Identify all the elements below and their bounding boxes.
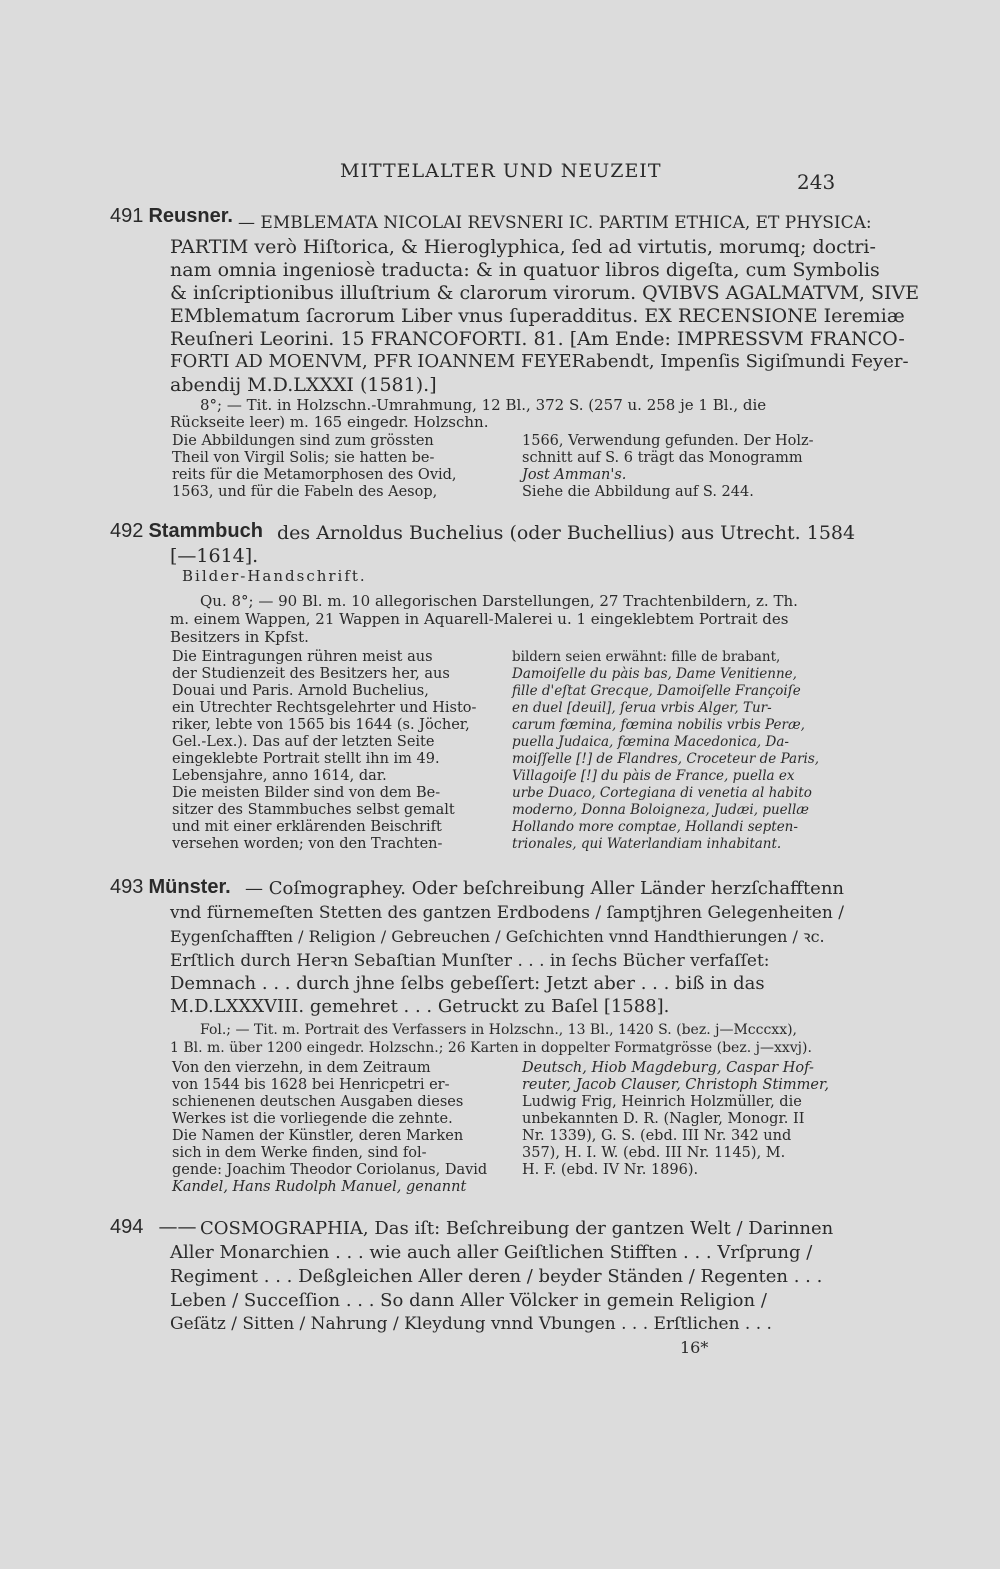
entry-491-note-left — [172, 433, 502, 501]
note-line: trionales, qui Waterlandiam inhabitant. — [512, 836, 782, 852]
entry-492-note-left — [172, 649, 502, 853]
note-line: 357), H. I. W. (ebd. III Nr. 1145), M. — [522, 1145, 786, 1161]
entry-492-subtitle: Bilder-Handschrift. — [182, 567, 367, 585]
entry-491-collation-1: Rückseite leer) m. 165 eingedr. Holzschn. — [170, 413, 489, 431]
entry-493-title-line-4: Demnach . . . durch jhne ſelbs gebeſſert: Jetzt aber . . . biß in das — [170, 973, 765, 994]
entry-493-title-line-5: M.D.LXXXVIII. gemehret . . . Getruckt zu Baſel [1588]. — [170, 996, 670, 1017]
note-line: versehen worden; von den Trachten- — [172, 836, 443, 852]
note-line: Nr. 1339), G. S. (ebd. III Nr. 342 und — [522, 1128, 792, 1144]
entry-492-note-right — [512, 649, 842, 853]
note-line: unbekannten D. R. (Nagler, Monogr. II — [522, 1111, 805, 1127]
note-line: ein Utrechter Rechtsgelehrter und Histo- — [172, 700, 477, 716]
page-number: 243 — [797, 170, 836, 194]
entry-492-collation-2: Besitzers in Kpfst. — [170, 628, 309, 646]
note-line: Siehe die Abbildung auf S. 244. — [522, 484, 754, 500]
entry-493-collation-1: 1 Bl. m. über 1200 eingedr. Holzschn.; 26 Karten in doppelter Formatgrösse (bez. j—xxvj). — [170, 1040, 812, 1056]
entry-491-title-line-4: EMblematum ſacrorum Liber vnus ſuperadditus. EX RECENSIONE Ieremiæ — [170, 305, 905, 327]
entry-492-collation-0: Qu. 8°; — 90 Bl. m. 10 allegorischen Darstellungen, 27 Trachtenbildern, z. Th. — [200, 592, 798, 610]
note-line: 1563, und für die Fabeln des Aesop, — [172, 484, 438, 500]
entry-494-title-line-4: Geſätz / Sitten / Nahrung / Kleydung vnnd Vbungen . . . Erſtlichen . . . — [170, 1314, 772, 1334]
note-line: bildern seien erwähnt: fille de brabant, — [512, 649, 781, 665]
note-line: Von den vierzehn, in dem Zeitraum — [172, 1060, 431, 1076]
entry-493-title-line-3: Erſtlich durch Herꝛn Sebaſtian Munſter . . . in ſechs Bücher verfaſſet: — [170, 951, 770, 971]
note-line: Kandel, Hans Rudolph Manuel, genannt — [172, 1179, 467, 1195]
note-line: riker, lebte von 1565 bis 1644 (s. Jöcher, — [172, 717, 470, 733]
note-line: puella Judaica, fœmina Macedonica, Da- — [512, 734, 789, 750]
entry-number: 492 — [110, 520, 144, 542]
note-line: carum fœmina, fœmina nobilis vrbis Peræ, — [512, 717, 805, 733]
note-line: Jost Amman's. — [522, 467, 627, 483]
note-line: von 1544 bis 1628 bei Henricpetri er- — [172, 1077, 450, 1093]
entry-492-heading — [110, 520, 263, 543]
running-title: MITTELALTER UND NEUZEIT — [340, 160, 662, 182]
entry-493-title-line-1: vnd fürnemeſten Stetten des gantzen Erdbodens / ſamptjhren Gelegenheiten / — [170, 903, 844, 923]
entry-author: Reusner. — [148, 205, 233, 227]
entry-493-heading — [110, 876, 231, 899]
entry-491-title-line-5: Reuſneri Leorini. 15 FRANCOFORTI. 81. [Am Ende: IMPRESSVM FRANCO- — [170, 328, 905, 350]
entry-491-title-line-2: nam omnia ingeniosè traducta: & in quatuor libros digeſta, cum Symbolis — [170, 259, 880, 281]
signature-mark: 16* — [680, 1338, 709, 1357]
entry-number: 491 — [110, 205, 144, 227]
note-line: schnitt auf S. 6 trägt das Monogramm — [522, 450, 803, 466]
note-line: Die Abbildungen sind zum grössten — [172, 433, 434, 449]
entry-493-title-line-2: Eygenſchafften / Religion / Gebreuchen / Geſchichten vnnd Handthierungen / ꝛc. — [170, 927, 825, 946]
note-line: Die meisten Bilder sind von dem Be- — [172, 785, 441, 801]
note-line: Die Namen der Künstler, deren Marken — [172, 1128, 464, 1144]
note-line: schienenen deutschen Ausgaben dieses — [172, 1094, 464, 1110]
note-line: gende: Joachim Theodor Coriolanus, David — [172, 1162, 488, 1178]
entry-491-title-line-7: abendij M.D.LXXXI (1581).] — [170, 374, 437, 396]
entry-492-title-line-1: [—1614]. — [170, 545, 259, 567]
entry-492-title-line-0: des Arnoldus Buchelius (oder Buchellius) aus Utrecht. 1584 — [277, 522, 856, 544]
note-line: der Studienzeit des Besitzers her, aus — [172, 666, 450, 682]
note-line: Theil von Virgil Solis; sie hatten be- — [172, 450, 435, 466]
entry-491-title-line-3: & inſcriptionibus illuſtrium & clarorum virorum. QVIBVS AGALMATVM, SIVE — [170, 282, 920, 304]
note-line: sitzer des Stammbuches selbst gemalt — [172, 802, 455, 818]
entry-number: 494 — [110, 1216, 144, 1238]
entry-dash: —— — [158, 1216, 197, 1238]
note-line: H. F. (ebd. IV Nr. 1896). — [522, 1162, 699, 1178]
entry-491-title-line-6: FORTI AD MOENVM, PFR IOANNEM FEYERabendt, Impenſis Sigiſmundi Feyer- — [170, 351, 909, 372]
entry-author: Münster. — [148, 876, 231, 898]
entry-number: 493 — [110, 876, 144, 898]
note-line: reuter, Jacob Clauser, Christoph Stimmer, — [522, 1077, 829, 1093]
note-line: 1566, Verwendung gefunden. Der Holz- — [522, 433, 814, 449]
note-line: Hollando more comptae, Hollandi septen- — [512, 819, 798, 835]
entry-491-title-line-1: PARTIM verò Hiſtorica, & Hieroglyphica, ſed ad virtutis, morumq; doctri- — [170, 236, 876, 258]
note-line: urbe Duaco, Cortegiana di venetia al habito — [512, 785, 812, 801]
note-line: Lebensjahre, anno 1614, dar. — [172, 768, 387, 784]
entry-491-heading — [110, 205, 233, 228]
entry-494-title-line-1: Aller Monarchien . . . wie auch aller Geiſtlichen Stifften . . . Vrſprung / — [170, 1242, 813, 1263]
note-line: Douai und Paris. Arnold Buchelius, — [172, 683, 429, 699]
entry-493-title-line-0: — Coſmographey. Oder beſchreibung Aller Länder herzſchafftenn — [245, 878, 845, 899]
note-line: Villagoiſe [!] du pàis de France, puella ex — [512, 768, 795, 784]
entry-493-collation-0: Fol.; — Tit. m. Portrait des Verfassers in Holzschn., 13 Bl., 1420 S. (bez. j—Mcccxx), — [200, 1022, 798, 1038]
note-line: sich in dem Werke finden, sind fol- — [172, 1145, 427, 1161]
note-line: moderno, Donna Boloigneza, Judæi, puellæ — [512, 802, 809, 818]
note-line: Werkes ist die vorliegende die zehnte. — [172, 1111, 453, 1127]
entry-491-note-right — [522, 433, 842, 501]
note-line: und mit einer erklärenden Beischrift — [172, 819, 442, 835]
note-line: moiſſelle [!] de Flandres, Croceteur de Paris, — [512, 751, 820, 767]
entry-494-title-line-2: Regiment . . . Deßgleichen Aller deren / beyder Ständen / Regenten . . . — [170, 1266, 823, 1287]
note-line: eingeklebte Portrait stellt ihn im 49. — [172, 751, 440, 767]
note-line: Gel.-Lex.). Das auf der letzten Seite — [172, 734, 435, 750]
note-line: Ludwig Frig, Heinrich Holzmüller, die — [522, 1094, 802, 1110]
entry-author: Stammbuch — [148, 520, 263, 542]
note-line: fille d'eſtat Grecque, Damoiſelle Françoiſe — [512, 683, 801, 699]
entry-493-note-right — [522, 1060, 842, 1179]
note-line: Damoiſelle du pàis bas, Dame Venitienne, — [512, 666, 797, 682]
entry-491-collation-0: 8°; — Tit. in Holzschn.-Umrahmung, 12 Bl., 372 S. (257 u. 258 je 1 Bl., die — [200, 396, 767, 414]
entry-494-title-line-3: Leben / Succeſſion . . . So dann Aller Völcker in gemein Religion / — [170, 1290, 767, 1311]
entry-491-title-line-0: — EMBLEMATA NICOLAI REVSNERI IC. PARTIM ETHICA, ET PHYSICA: — [238, 213, 872, 233]
entry-492-collation-1: m. einem Wappen, 21 Wappen in Aquarell-Malerei u. 1 eingeklebtem Portrait des — [170, 610, 789, 628]
entry-494-heading — [110, 1216, 196, 1239]
entry-494-title-line-0: COSMOGRAPHIA, Das iſt: Beſchreibung der gantzen Welt / Darinnen — [200, 1218, 834, 1239]
note-line: Deutsch, Hiob Magdeburg, Caspar Hof- — [522, 1060, 814, 1076]
note-line: Die Eintragungen rühren meist aus — [172, 649, 433, 665]
entry-493-note-left — [172, 1060, 507, 1196]
note-line: en duel [deuil], ſerua vrbis Alger, Tur- — [512, 700, 772, 716]
note-line: reits für die Metamorphosen des Ovid, — [172, 467, 457, 483]
